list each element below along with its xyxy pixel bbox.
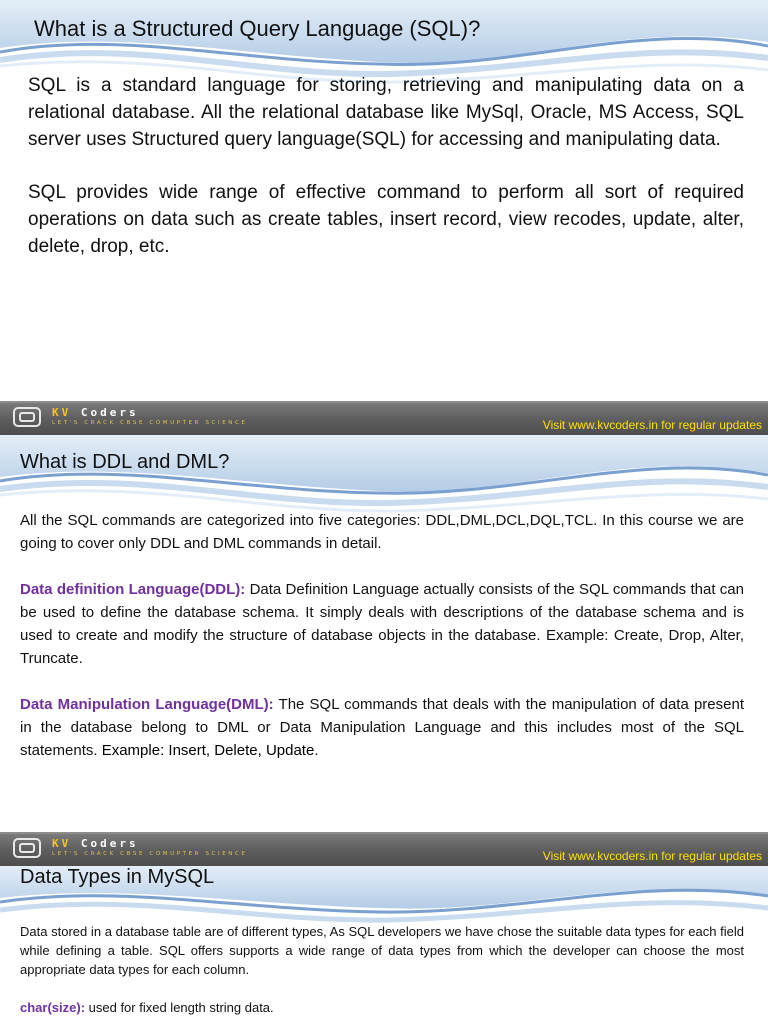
brand-name: KV Coders [52,837,139,850]
kv-logo-icon [13,838,41,858]
term-ddl: Data definition Language(DDL): [20,581,246,598]
paragraph: SQL provides wide range of effective command to perform all sort of required operations on data such as create tables, insert record, view recodes, update, alter, delete, drop, etc. [28,182,744,257]
visit-website-link[interactable]: Visit www.kvcoders.in for regular updates [542,849,762,863]
visit-website-link[interactable]: Visit www.kvcoders.in for regular updates [542,418,762,432]
brand-name: KV Coders [52,406,139,419]
term-dml: Data Manipulation Language(DML): [20,696,274,713]
slide-data-types [0,866,768,1024]
paragraph: SQL is a standard language for storing, retrieving and manipulating data on a relational database. All the relational database like MySql, Oracle, MS Access, SQL server uses Structured query language(SQL) for accessing and manipulating data. [28,75,744,150]
brand-tagline: LET'S CRACK CBSE COMUPTER SCIENCE [52,851,248,857]
paragraph-dml: Data Manipulation Language(DML): The SQL commands that deals with the manipulation of data present in the database belong to DML or Data Manipulation Language and this includes most of the SQL statements. Example: Insert, Delete, Update. [20,696,744,759]
slide-body [28,72,744,260]
term-char: char(size): [20,1000,86,1015]
paragraph: Data stored in a database table are of different types, As SQL developers we have chose the suitable data types for each field while defining a table. SQL offers supports a wide range of data types from which the developer can choose the most appropriate data types for each column. [20,924,744,977]
brand-tagline: LET'S CRACK CBSE COMUPTER SCIENCE [52,420,248,426]
slide-title: What is a Structured Query Language (SQL)? [34,16,481,41]
slide-body [20,922,744,1017]
slide-sql-intro [0,0,768,401]
slide-title: What is DDL and DML? [20,451,230,473]
slide-body [20,509,744,762]
paragraph-ddl: Data definition Language(DDL): Data Definition Language actually consists of the SQL commands that can be used to define the database schema. It simply deals with descriptions of the database schema and is used to create and modify the structure of database objects in the database. Example: Create, Drop, Alter, Truncate. [20,581,744,667]
slide-footer [0,832,768,866]
paragraph-char: char(size): used for fixed length string data. [20,1000,274,1015]
slide-footer [0,401,768,435]
paragraph: All the SQL commands are categorized into five categories: DDL,DML,DCL,DQL,TCL. In this course we are going to cover only DDL and DML commands in detail. [20,512,744,552]
kv-logo-icon [13,407,41,427]
slide-ddl-dml [0,435,768,832]
slide-title: Data Types in MySQL [20,866,215,888]
